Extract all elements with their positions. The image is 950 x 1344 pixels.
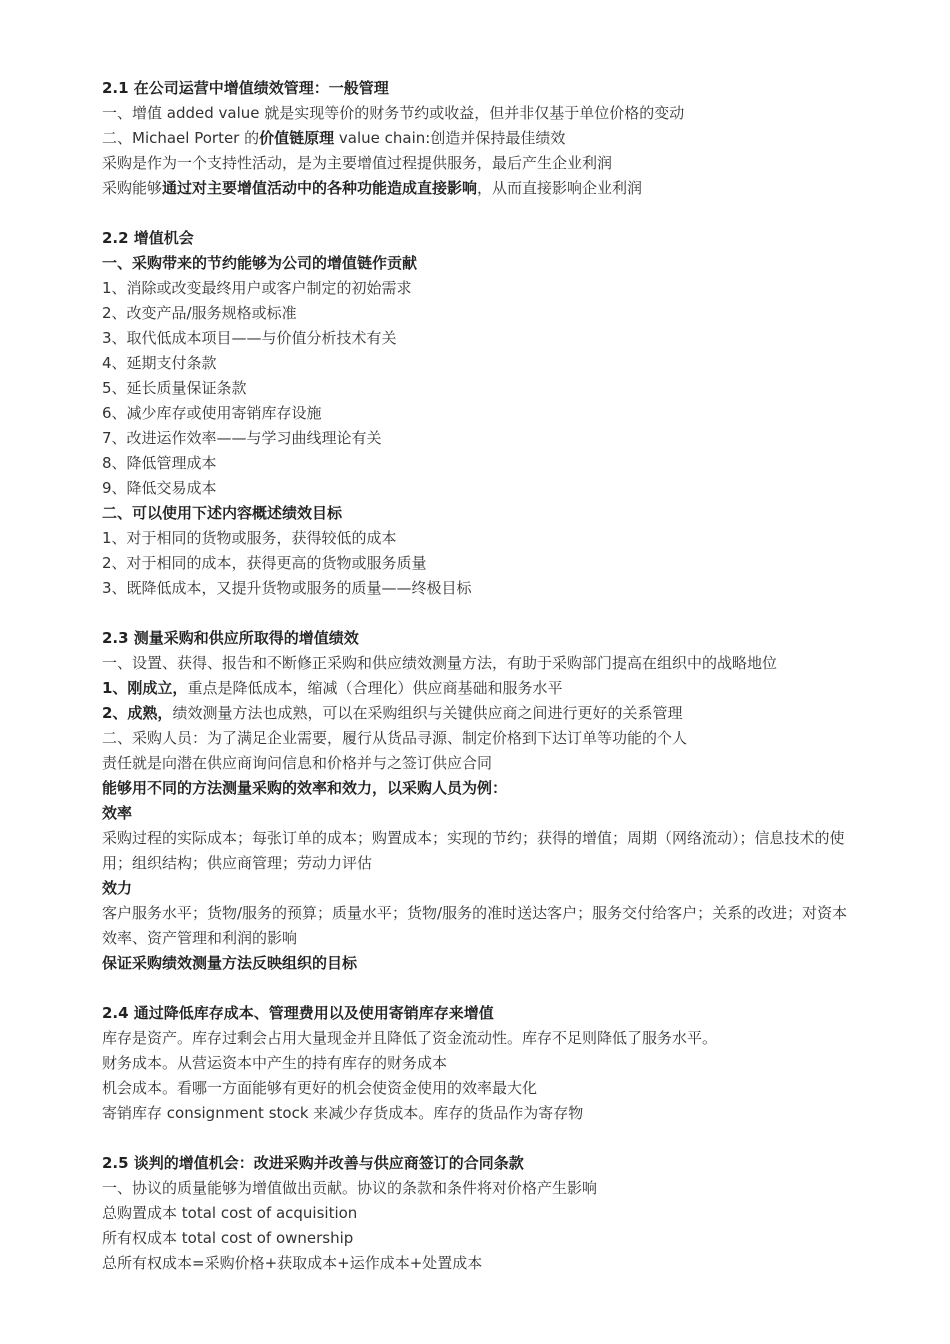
paragraph-line: 机会成本。看哪一方面能够有更好的机会使资金使用的效率最大化 (102, 1079, 538, 1097)
bold-label: 1、刚成立， (102, 679, 188, 697)
section-heading: 2.2 增值机会 (102, 229, 194, 247)
paragraph-line: 财务成本。从营运资本中产生的持有库存的财务成本 (102, 1054, 448, 1072)
text-run: 二、Michael Porter 的 (102, 129, 260, 147)
list-item: 2、对于相同的成本，获得更高的货物或服务质量 (102, 554, 427, 572)
paragraph-line (102, 676, 862, 701)
paragraph-line: 采购是作为一个支持性活动，是为主要增值过程提供服务，最后产生企业利润 (102, 154, 613, 172)
list-item: 1、消除或改变最终用户或客户制定的初始需求 (102, 279, 412, 297)
list-item: 9、降低交易成本 (102, 479, 217, 497)
text-run: 绩效测量方法也成熟，可以在采购组织与关键供应商之间进行更好的关系管理 (172, 704, 683, 722)
section-2-2 (102, 226, 862, 601)
paragraph-line: 寄销库存 consignment stock 来减少存货成本。库存的货品作为寄存物 (102, 1104, 584, 1122)
subheading: 一、采购带来的节约能够为公司的增值链作贡献 (102, 254, 418, 272)
subheading: 能够用不同的方法测量采购的效率和效力，以采购人员为例： (102, 779, 508, 797)
paragraph: 一、设置、获得、报告和不断修正采购和供应绩效测量方法，有助于采购部门提高在组织中的战略地位 (102, 654, 778, 672)
list-item: 4、延期支付条款 (102, 354, 217, 372)
document-page (102, 76, 862, 1276)
subheading: 保证采购绩效测量方法反映组织的目标 (102, 954, 358, 972)
section-2-1 (102, 76, 862, 201)
text-run: 采购能够 (102, 179, 163, 197)
paragraph-line: 一、协议的质量能够为增值做出贡献。协议的条款和条件将对价格产生影响 (102, 1179, 598, 1197)
bold-phrase: 通过对主要增值活动中的各种功能造成直接影响 (162, 179, 478, 197)
list-item: 7、改进运作效率——与学习曲线理论有关 (102, 429, 382, 447)
list-item: 6、减少库存或使用寄销库存设施 (102, 404, 322, 422)
subheading: 二、可以使用下述内容概述绩效目标 (102, 504, 343, 522)
subheading-efficiency: 效率 (102, 804, 133, 822)
paragraph-line: 二、采购人员：为了满足企业需要，履行从货品寻源、制定价格到下达订单等功能的个人 (102, 729, 688, 747)
text-run: ，从而直接影响企业利润 (477, 179, 643, 197)
list-item: 2、改变产品/服务规格或标准 (102, 304, 297, 322)
section-heading: 2.1 在公司运营中增值绩效管理：一般管理 (102, 79, 389, 97)
paragraph: 客户服务水平；货物/服务的预算；质量水平；货物/服务的准时送达客户；服务交付给客户；关系的改进；对资本效率、资产管理和利润的影响 (102, 904, 848, 947)
section-2-4 (102, 1001, 862, 1126)
section-heading: 2.5 谈判的增值机会：改进采购并改善与供应商签订的合同条款 (102, 1154, 524, 1172)
section-2-3 (102, 626, 862, 976)
paragraph-line (102, 126, 862, 151)
list-item: 8、降低管理成本 (102, 454, 217, 472)
paragraph-line: 一、增值 added value 就是实现等价的财务节约或收益，但并非仅基于单位价格的变动 (102, 104, 685, 122)
text-run: value chain:创造并保持最佳绩效 (334, 129, 566, 147)
paragraph-line (102, 176, 862, 201)
paragraph-line: 总购置成本 total cost of acquisition (102, 1204, 358, 1222)
bold-label: 2、成熟， (102, 704, 173, 722)
list-item: 1、对于相同的货物或服务，获得较低的成本 (102, 529, 397, 547)
section-heading: 2.3 测量采购和供应所取得的增值绩效 (102, 629, 359, 647)
paragraph-line (102, 701, 862, 726)
subheading-effectiveness: 效力 (102, 879, 133, 897)
paragraph-line: 总所有权成本=采购价格+获取成本+运作成本+处置成本 (102, 1254, 483, 1272)
paragraph-line: 责任就是向潜在供应商询问信息和价格并与之签订供应合同 (102, 754, 493, 772)
list-item: 5、延长质量保证条款 (102, 379, 247, 397)
section-2-5 (102, 1151, 862, 1276)
paragraph: 采购过程的实际成本；每张订单的成本；购置成本；实现的节约；获得的增值；周期（网络流动）；信息技术的使用；组织结构；供应商管理；劳动力评估 (102, 829, 845, 872)
section-heading: 2.4 通过降低库存成本、管理费用以及使用寄销库存来增值 (102, 1004, 494, 1022)
paragraph-line: 库存是资产。库存过剩会占用大量现金并且降低了资金流动性。库存不足则降低了服务水平。 (102, 1029, 718, 1047)
paragraph-line: 所有权成本 total cost of ownership (102, 1229, 354, 1247)
list-item: 3、既降低成本，又提升货物或服务的质量——终极目标 (102, 579, 472, 597)
list-item: 3、取代低成本项目——与价值分析技术有关 (102, 329, 397, 347)
bold-term: 价值链原理 (259, 129, 335, 147)
text-run: 重点是降低成本，缩减（合理化）供应商基础和服务水平 (187, 679, 563, 697)
